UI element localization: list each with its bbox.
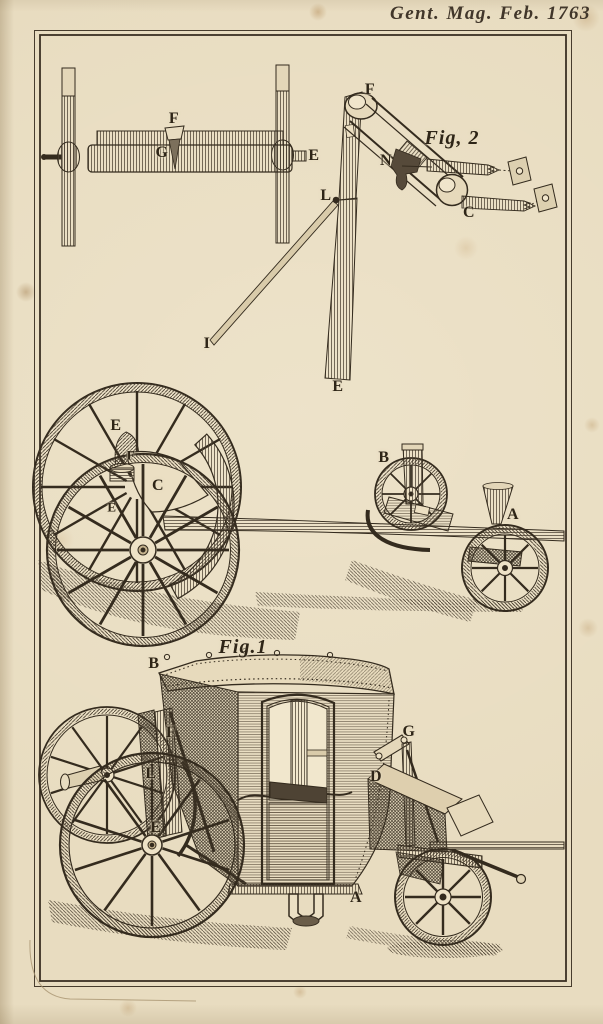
undercarriage-figure [33,383,564,646]
figure-label-e: E [107,499,117,515]
figure-label-d: D [369,768,383,785]
figure-label-a: A [506,506,520,523]
figure-label-l: L [320,187,332,204]
figure-label-e: E [150,819,162,836]
plate-header-text: Gent. Mag. Feb. 1763 [390,3,591,24]
figure-label-g: G [155,144,169,161]
figure-label-e: E [110,417,122,434]
figure-label-l: L [145,765,157,782]
figure-label-f: F [364,81,376,98]
figure-label-a: A [349,889,363,906]
fig1-carriage [39,648,564,958]
figure-label-c: C [462,204,476,221]
figure-label-i: I [203,335,211,352]
figure-label-c: C [151,477,165,494]
figure-caption-fig1: Fig.1 [218,636,268,658]
figure-label-n: N [379,152,393,169]
axle-detail-figure [42,65,307,246]
figure-label-b: B [378,449,390,466]
figure-label-e: E [308,147,320,164]
figure-label-e: E [332,378,344,395]
figure-label-f: F [165,724,177,741]
figure-label-g: G [402,723,416,740]
figure-caption-fig2: Fig, 2 [424,127,480,149]
figure-label-f: F [168,110,180,127]
figure-label-b: B [148,655,160,672]
figure-label-f: F [126,447,136,463]
